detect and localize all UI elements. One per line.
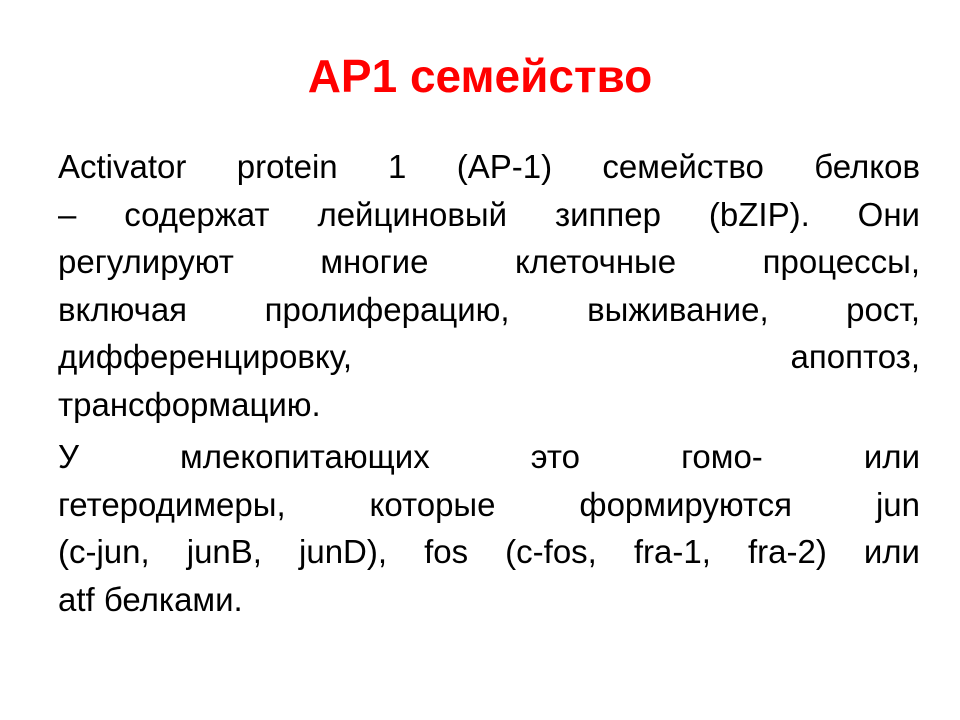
text-line: (c-jun, junB, junD), fos (c-fos, fra-1, fra-2) или — [58, 533, 920, 570]
slide-title: AP1 семейство — [307, 50, 653, 102]
text-line: У млекопитающих это гомо- или — [58, 438, 920, 475]
text-line: Activator protein 1 (AP-1) семейство белков — [58, 148, 920, 185]
text-line: регулируют многие клеточные процессы, — [58, 243, 920, 280]
paragraph-mammals — [58, 433, 920, 623]
text-line: трансформацию. — [58, 385, 321, 423]
text-line: – содержат лейциновый зиппер (bZIP). Они — [58, 195, 920, 233]
paragraph-ap1-description — [58, 143, 920, 428]
text-line: дифференцировку, апоптоз, — [58, 338, 920, 375]
text-line: включая пролиферацию, выживание, рост, — [58, 290, 920, 328]
text-line: atf белками. — [58, 580, 243, 618]
text-line: гетеродимеры, которые формируются jun — [58, 485, 920, 523]
slide-body — [58, 143, 920, 623]
